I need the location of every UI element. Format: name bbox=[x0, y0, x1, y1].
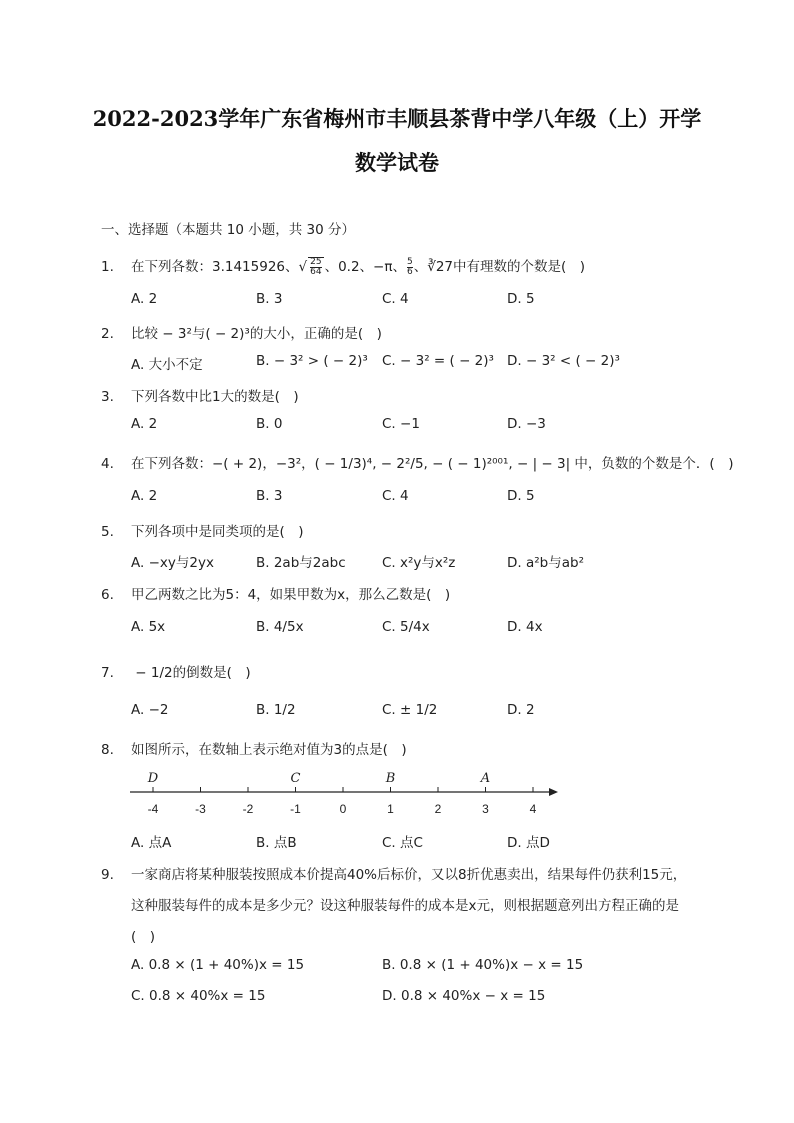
question-number: 8. bbox=[101, 742, 114, 758]
option-d: D. −3 bbox=[507, 416, 546, 432]
option-b: B. 点B bbox=[256, 835, 297, 851]
sqrt-symbol: √ bbox=[298, 259, 308, 275]
option-d: D. a²b与ab² bbox=[507, 555, 584, 571]
tick-label: 1 bbox=[387, 802, 394, 816]
option-d: D. − 3² < ( − 2)³ bbox=[507, 353, 620, 369]
option-a: A. 大小不定 bbox=[131, 357, 203, 373]
option-c: C. −1 bbox=[382, 416, 420, 432]
number-line bbox=[125, 768, 565, 820]
fraction-numerator: 5 bbox=[407, 256, 413, 267]
option-d: D. 点D bbox=[507, 835, 550, 851]
page-title: 2022-2023学年广东省梅州市丰顺县茶背中学八年级（上）开学 bbox=[92, 106, 702, 131]
option-b: B. 4/5x bbox=[256, 619, 304, 635]
fraction-numerator: 25 bbox=[310, 257, 322, 267]
q1-fraction bbox=[407, 258, 413, 277]
question-8 bbox=[101, 738, 407, 758]
option-b: B. 0.8 × (1 + 40%)x − x = 15 bbox=[382, 957, 584, 973]
question-7 bbox=[101, 661, 251, 681]
question-text: − 1/2的倒数是( ) bbox=[131, 665, 251, 681]
question-number: 6. bbox=[101, 587, 114, 603]
option-a: A. −2 bbox=[131, 702, 169, 718]
question-number: 2. bbox=[101, 326, 114, 342]
question-6 bbox=[101, 583, 450, 603]
section-heading: 一、选择题（本题共 10 小题，共 30 分） bbox=[101, 222, 356, 238]
q1-fraction-sqrt bbox=[308, 257, 323, 277]
question-text: 下列各数中比1大的数是( ) bbox=[131, 389, 299, 405]
point-label-c: C bbox=[290, 771, 301, 786]
fraction-denominator: 6 bbox=[407, 266, 413, 277]
option-a: A. 0.8 × (1 + 40%)x = 15 bbox=[131, 957, 305, 973]
option-b: B. 1/2 bbox=[256, 702, 296, 718]
question-text: 比较 − 3²与( − 2)³的大小，正确的是( ) bbox=[131, 326, 382, 342]
question-number: 7. bbox=[101, 665, 114, 681]
option-c: C. 4 bbox=[382, 291, 409, 307]
question-3 bbox=[101, 385, 299, 405]
question-number: 9. bbox=[101, 867, 114, 883]
tick-label: -2 bbox=[242, 802, 254, 816]
question-number: 4. bbox=[101, 456, 114, 472]
option-c: C. 4 bbox=[382, 488, 409, 504]
option-b: B. − 3² > ( − 2)³ bbox=[256, 353, 368, 369]
option-c: C. 5/4x bbox=[382, 619, 430, 635]
question-5 bbox=[101, 520, 304, 540]
option-d: D. 0.8 × 40%x − x = 15 bbox=[382, 988, 546, 1004]
option-d: D. 5 bbox=[507, 291, 535, 307]
question-4 bbox=[101, 452, 733, 472]
option-c: C. ± 1/2 bbox=[382, 702, 438, 718]
page-subtitle: 数学试卷 bbox=[355, 150, 439, 175]
tick-label: 3 bbox=[482, 802, 489, 816]
question-9-line2: 这种服装每件的成本是多少元？设这种服装每件的成本是x元，则根据题意列出方程正确的是 bbox=[131, 898, 679, 914]
option-a: A. 5x bbox=[131, 619, 166, 635]
fraction-denominator: 64 bbox=[310, 267, 322, 277]
question-number: 5. bbox=[101, 524, 114, 540]
q1-text-mid: 、0.2、−π、 bbox=[324, 259, 406, 275]
question-text-line1: 一家商店将某种服装按照成本价提高40%后标价，又以8折优惠卖出，结果每件仍获利15元， bbox=[131, 867, 687, 883]
number-line-arrow bbox=[549, 788, 558, 796]
option-c: C. 0.8 × 40%x = 15 bbox=[131, 988, 266, 1004]
option-a: A. 点A bbox=[131, 835, 172, 851]
question-text: 如图所示，在数轴上表示绝对值为3的点是( ) bbox=[131, 742, 407, 758]
point-label-a: A bbox=[480, 771, 491, 786]
tick-label: 4 bbox=[529, 802, 537, 816]
option-d: D. 2 bbox=[507, 702, 535, 718]
question-text: 甲乙两数之比为5：4，如果甲数为x，那么乙数是( ) bbox=[131, 587, 451, 603]
question-9 bbox=[101, 863, 686, 883]
question-number: 1. bbox=[101, 259, 114, 275]
point-label-b: B bbox=[385, 771, 396, 786]
option-c: C. − 3² = ( − 2)³ bbox=[382, 353, 494, 369]
q1-text-pre: 在下列各数：3.1415926、 bbox=[131, 259, 299, 275]
option-b: B. 3 bbox=[256, 291, 283, 307]
question-text: 在下列各数：−( + 2)，−3²，( − 1/3)⁴, − 2²/5, − ( − 1)²⁰⁰¹, − | − 3| 中，负数的个数是个．( ) bbox=[131, 456, 734, 472]
point-label-d: D bbox=[147, 771, 159, 786]
option-d: D. 4x bbox=[507, 619, 543, 635]
tick-label: -1 bbox=[290, 802, 301, 816]
tick-label: 0 bbox=[339, 802, 347, 816]
option-c: C. 点C bbox=[382, 835, 423, 851]
question-text: 下列各项中是同类项的是( ) bbox=[131, 524, 304, 540]
option-a: A. 2 bbox=[131, 488, 158, 504]
question-9-line3: ( ) bbox=[131, 929, 156, 945]
option-b: B. 3 bbox=[256, 488, 283, 504]
option-a: A. −xy与2yx bbox=[131, 555, 214, 571]
option-b: B. 2ab与2abc bbox=[256, 555, 346, 571]
tick-label: 2 bbox=[434, 802, 442, 816]
question-1 bbox=[101, 255, 585, 277]
tick-label: -4 bbox=[147, 802, 159, 816]
option-d: D. 5 bbox=[507, 488, 535, 504]
option-a: A. 2 bbox=[131, 416, 158, 432]
option-c: C. x²y与x²z bbox=[382, 555, 456, 571]
option-b: B. 0 bbox=[256, 416, 283, 432]
question-number: 3. bbox=[101, 389, 114, 405]
q1-text-post: 、∛27中有理数的个数是( ) bbox=[413, 259, 586, 275]
question-2 bbox=[101, 322, 382, 342]
tick-label: -3 bbox=[195, 802, 206, 816]
option-a: A. 2 bbox=[131, 291, 158, 307]
